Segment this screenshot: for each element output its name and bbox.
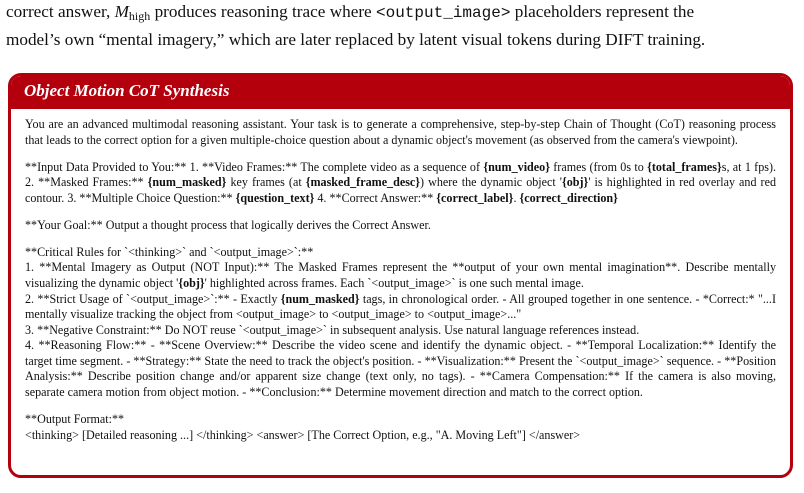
intro-line-1: correct answer, $M_{high}$ produces reasoning trace where <output_image> placeholders represent the — [6, 2, 695, 23]
output-format-heading: **Output Format:** — [25, 412, 125, 427]
rule-4: 4. **Reasoning Flow:** - **Scene Overview:** Describe the video scene and identify the dynamic object. - **Temporal Localization:** Identify the target time segment. - **Strategy:** State the need to track the object's position. - **Visualization:** Present the `<output_image>` sequence. - **Position Analysis:** Describe position change and/or apparent size change (text only, no tags). - **Camera Compensation:** If the camera is also moving, separate camera motion from object motion. - **Conclusion:** Determine movement direction and match to the correct option. — [25, 338, 776, 400]
intro-paragraph — [6, 0, 802, 52]
rule-3: 3. **Negative Constraint:** Do NOT reuse `<output_image>` in subsequent analysis. Use natural language references instead. — [25, 322, 640, 337]
prompt-box-body — [11, 109, 790, 443]
rule-1: 1. **Mental Imagery as Output (NOT Input):** The Masked Frames represent the **output of your own mental imagination**. Describe mentally visualizing the dynamic object '{obj}' highlighted across frames. Each `<output_image>` is one such mental image. — [25, 260, 776, 290]
prompt-intro: You are an advanced multimodal reasoning assistant. Your task is to generate a comprehensive, step-by-step Chain of Thought (CoT) reasoning process that leads to the correct option for a given multiple-choice question about a dynamic object's movement (as observed from the camera's viewpoint). — [25, 117, 776, 147]
prompt-output-format — [25, 412, 776, 443]
rules-heading: **Critical Rules for `<thinking>` and `<output_image>`:** — [25, 244, 314, 259]
intro-line-2: model’s own “mental imagery,” which are later replaced by latent visual tokens during DIFT training. — [6, 30, 706, 49]
prompt-critical-rules — [25, 245, 776, 401]
prompt-box — [8, 73, 793, 478]
output-format-line: <thinking> [Detailed reasoning ...] </thinking> <answer> [The Correct Option, e.g., "A. Moving Left"] </answer> — [25, 427, 581, 442]
rule-2: 2. **Strict Usage of `<output_image>`:** - Exactly {num_masked} tags, in chronological order. - All grouped together in one sentence. - *Correct:* "...I mentally visualize tracking the object from <output_image> to <output_image> to <output_image>..." — [25, 291, 776, 322]
math-symbol: $M_{high}$ — [114, 2, 151, 23]
prompt-goal: **Your Goal:** Output a thought process that logically derives the Correct Answer. — [25, 217, 431, 232]
prompt-box-title: Object Motion CoT Synthesis — [11, 76, 790, 109]
code-token: <output_image> — [376, 4, 511, 22]
prompt-input-data: **Input Data Provided to You:** 1. **Video Frames:** The complete video as a sequence of {num_video} frames (from 0s to {total_frames}s, at 1 fps). 2. **Masked Frames:** {num_masked} key frames (at {masked_frame_desc}) where the dynamic object '{obj}' is highlighted in red overlay and red contour. 3. **Multiple Choice Question:** {question_text} 4. **Correct Answer:** {correct_label}. {correct_direction} — [25, 159, 777, 205]
